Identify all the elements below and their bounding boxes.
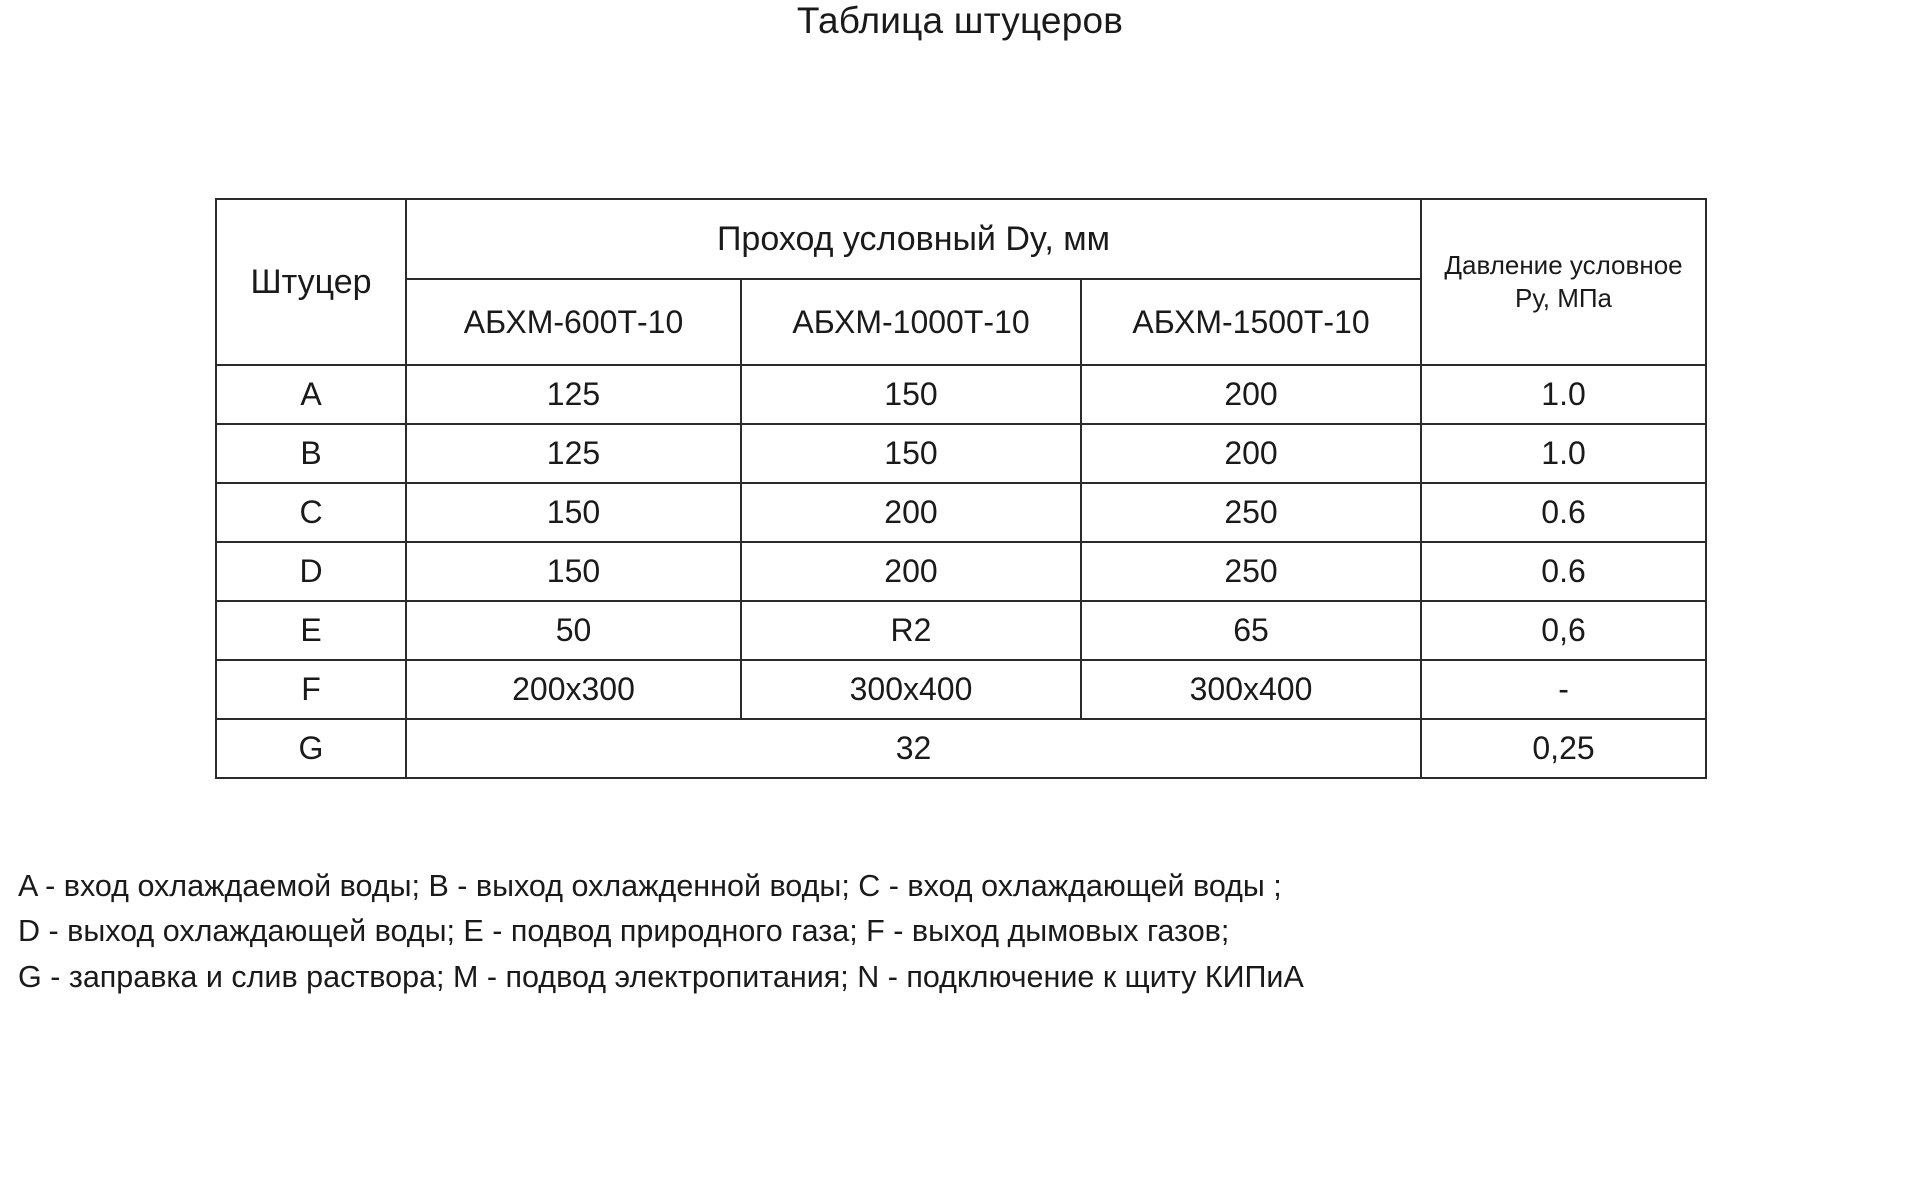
- cell-pressure: 0,6: [1421, 601, 1706, 660]
- cell-pressure: -: [1421, 660, 1706, 719]
- table-row: [216, 365, 1706, 424]
- table-header-row-1: [216, 199, 1706, 279]
- cell-nozzle: A: [216, 365, 406, 424]
- cell-pressure: 0,25: [1421, 719, 1706, 778]
- nozzle-table: [215, 198, 1707, 779]
- cell-nozzle: G: [216, 719, 406, 778]
- header-model-600: АБХМ-600Т-10: [406, 279, 741, 365]
- header-group-dy: Проход условный Dy, мм: [406, 199, 1421, 279]
- legend-line-1: A - вход охлаждаемой воды; B - выход охлажденной воды; C - вход охлаждающей воды ;: [18, 869, 1282, 903]
- cell-dy-1000: 150: [741, 365, 1081, 424]
- table-row: [216, 601, 1706, 660]
- cell-dy-1000: 150: [741, 424, 1081, 483]
- cell-dy-1500: 200: [1081, 365, 1421, 424]
- legend-notes: [18, 864, 1908, 1000]
- cell-dy-600: 50: [406, 601, 741, 660]
- cell-dy-1000: 300x400: [741, 660, 1081, 719]
- header-pressure-line1: Давление условное: [1444, 249, 1683, 280]
- legend-line-2: D - выход охлаждающей воды; E - подвод природного газа; F - выход дымовых газов;: [18, 914, 1230, 949]
- cell-dy-600: 125: [406, 424, 741, 483]
- header-model-1500: АБХМ-1500Т-10: [1081, 279, 1421, 365]
- cell-dy-1500: 65: [1081, 601, 1421, 660]
- cell-nozzle: B: [216, 424, 406, 483]
- table-row: [216, 542, 1706, 601]
- header-pressure-line2: Ру, МПа: [1515, 283, 1613, 313]
- cell-dy-600: 150: [406, 483, 741, 542]
- cell-nozzle: E: [216, 601, 406, 660]
- header-model-1000: АБХМ-1000Т-10: [741, 279, 1081, 365]
- cell-nozzle: F: [216, 660, 406, 719]
- header-nozzle: Штуцер: [216, 199, 406, 365]
- cell-pressure: 0.6: [1421, 542, 1706, 601]
- cell-pressure: 1.0: [1421, 424, 1706, 483]
- cell-dy-600: 125: [406, 365, 741, 424]
- table-row: [216, 660, 1706, 719]
- cell-dy-1500: 250: [1081, 483, 1421, 542]
- cell-dy-1000: R2: [741, 601, 1081, 660]
- cell-nozzle: C: [216, 483, 406, 542]
- cell-nozzle: D: [216, 542, 406, 601]
- cell-dy-merged: 32: [406, 719, 1421, 778]
- cell-dy-1500: 300x400: [1081, 660, 1421, 719]
- header-pressure: [1421, 199, 1706, 365]
- table-row: [216, 719, 1706, 778]
- cell-pressure: 1.0: [1421, 365, 1706, 424]
- table-row: [216, 483, 1706, 542]
- cell-dy-1000: 200: [741, 542, 1081, 601]
- cell-dy-600: 200x300: [406, 660, 741, 719]
- table-row: [216, 424, 1706, 483]
- legend-line-3: G - заправка и слив раствора; M - подвод электропитания; N - подключение к щиту КИПиА: [18, 959, 1304, 994]
- page-title: Таблица штуцеров: [796, 0, 1124, 41]
- nozzle-table-container: [215, 198, 1705, 779]
- cell-dy-1500: 250: [1081, 542, 1421, 601]
- cell-dy-600: 150: [406, 542, 741, 601]
- cell-dy-1000: 200: [741, 483, 1081, 542]
- cell-dy-1500: 200: [1081, 424, 1421, 483]
- cell-pressure: 0.6: [1421, 483, 1706, 542]
